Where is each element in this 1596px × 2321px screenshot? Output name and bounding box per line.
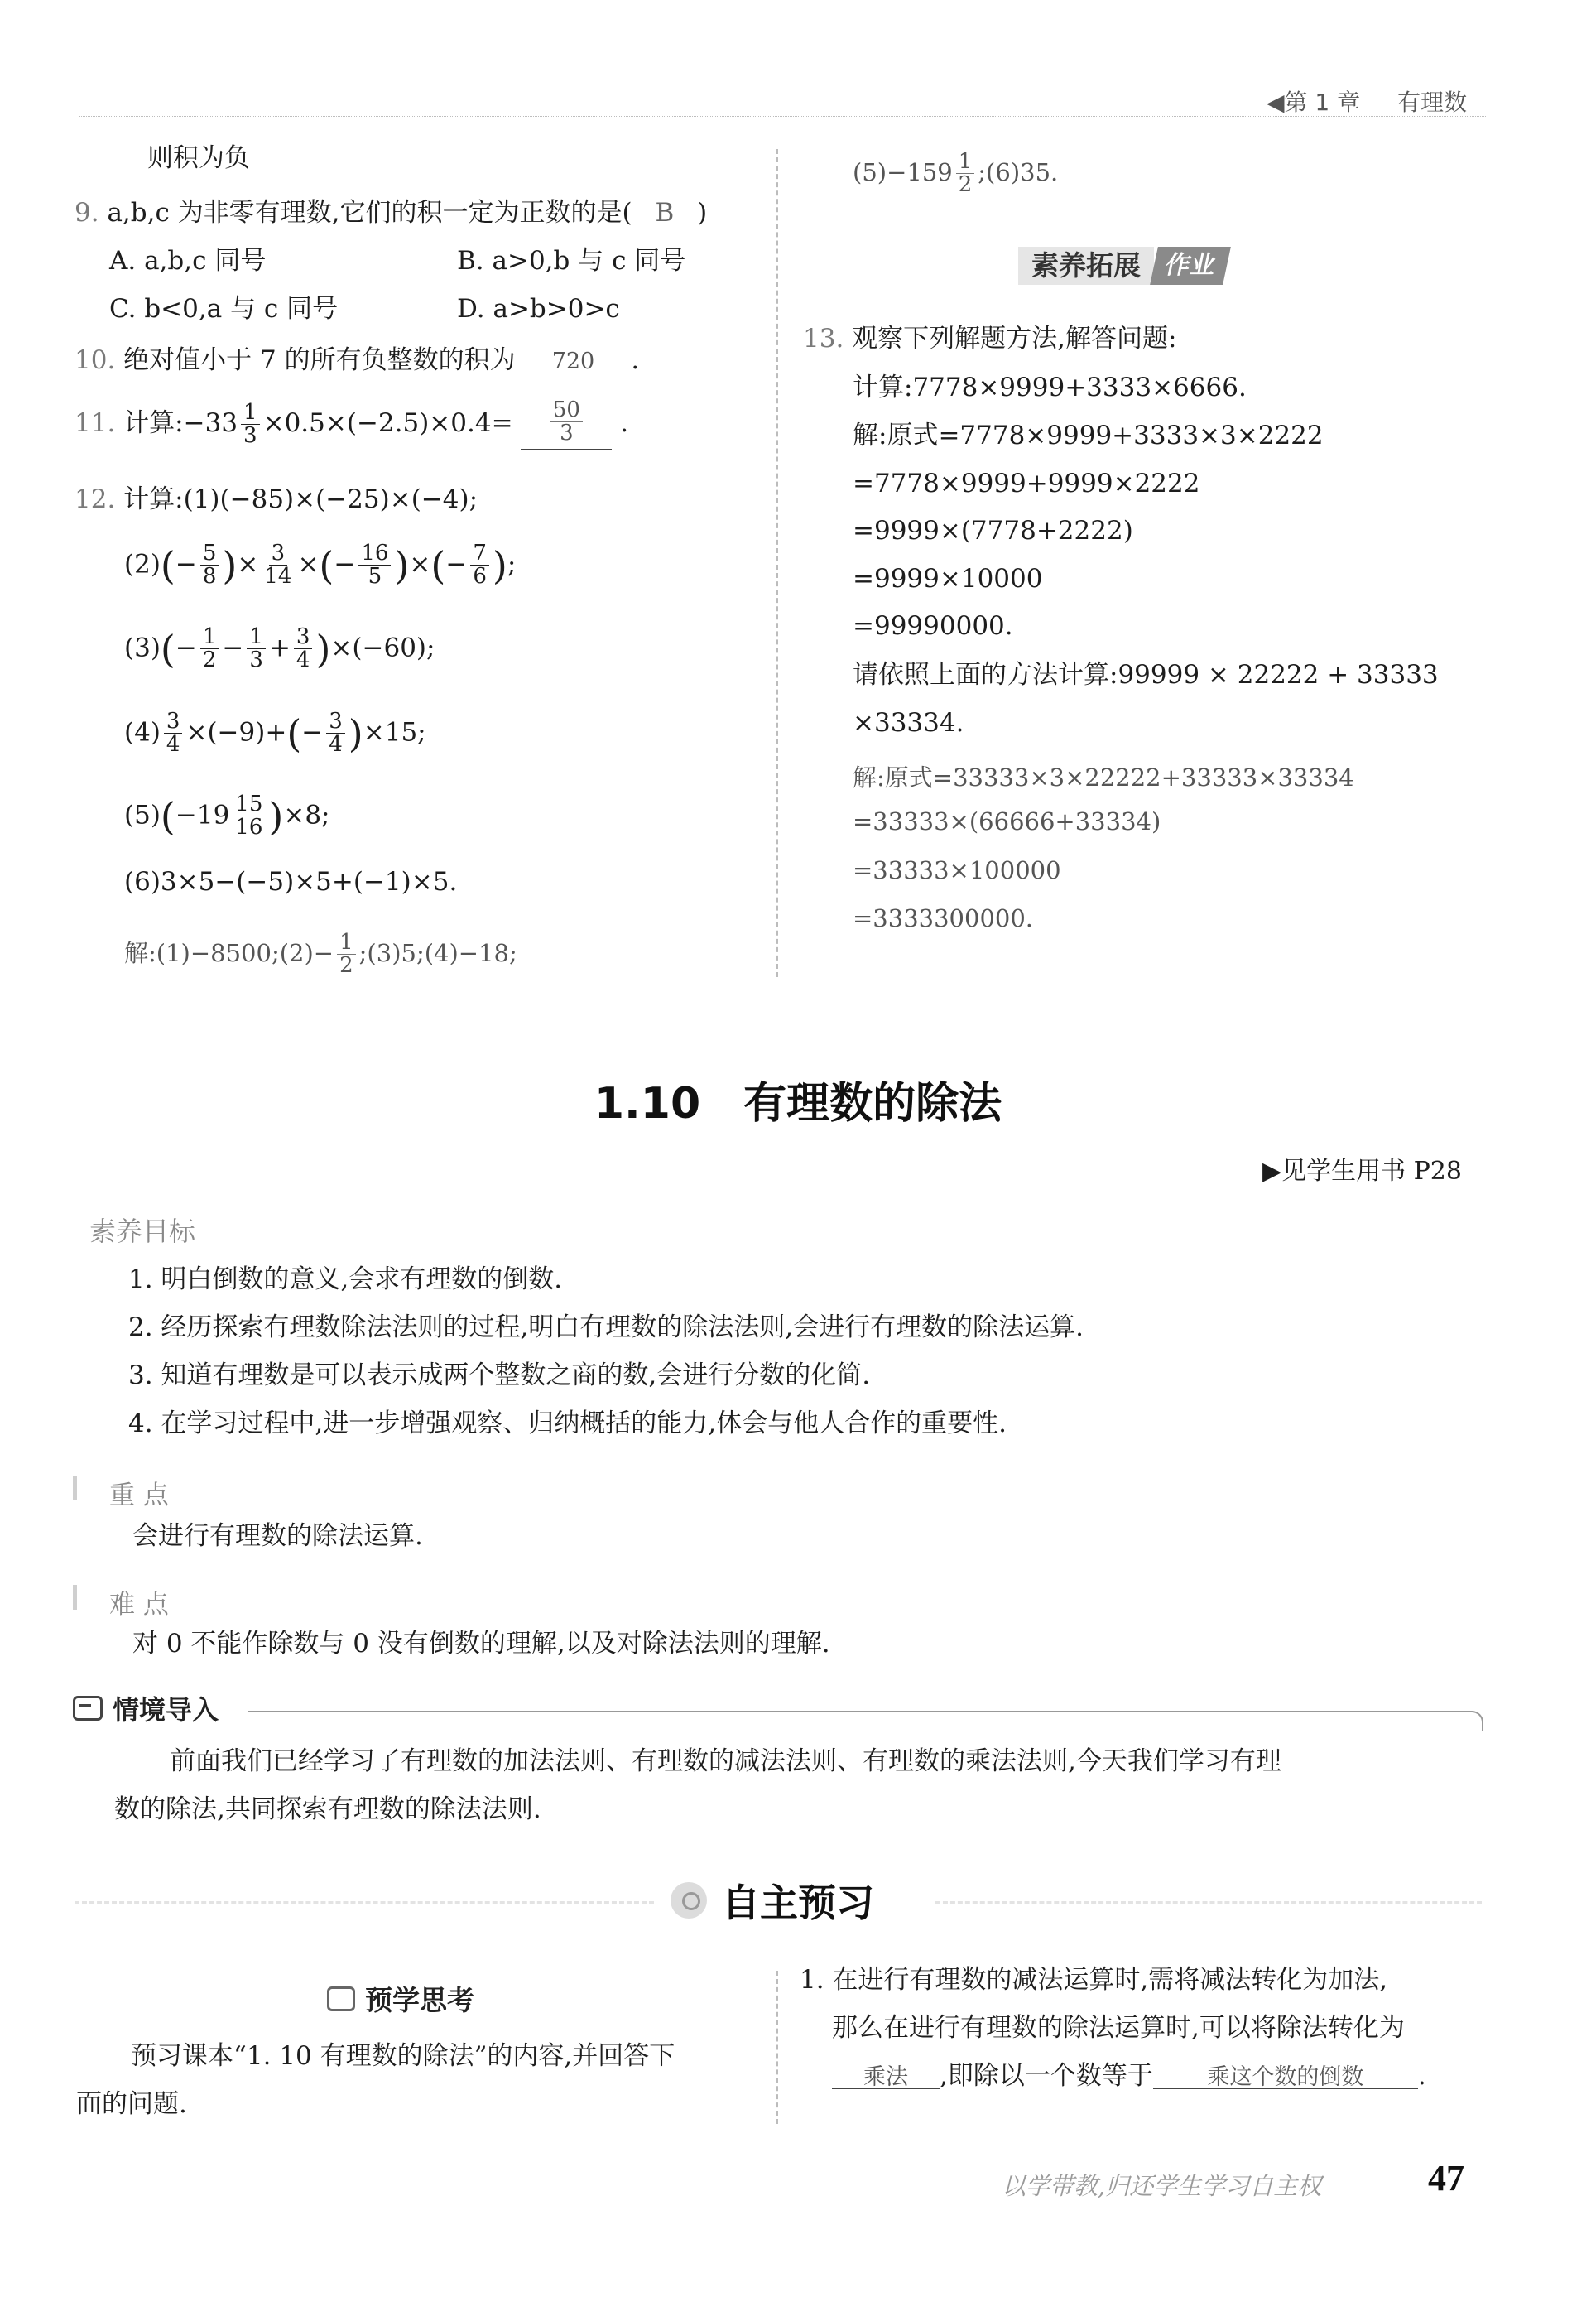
q13-line-8: ×33334.	[853, 708, 964, 738]
study-title: 自主预习	[722, 1880, 874, 1925]
goal-item: 3. 知道有理数是可以表示成两个整数之商的数,会进行分数的化简.	[128, 1360, 871, 1390]
key-point-marker	[73, 1476, 77, 1500]
badge-tag: 作业	[1150, 247, 1231, 285]
think-icon	[327, 1986, 355, 2011]
goal-item: 2. 经历探索有理数除法法则的过程,明白有理数的除法法则,会进行有理数的除法运算.	[128, 1312, 1084, 1342]
q13-solution-2: =33333×(66666+33334)	[853, 807, 1161, 835]
q13-line-2: 解:原式=7778×9999+3333×3×2222	[853, 421, 1324, 450]
q13-solution-4: =3333300000.	[853, 904, 1034, 932]
q9-option-a: A. a,b,c 同号	[109, 246, 267, 276]
study-banner-rule-right	[935, 1901, 1482, 1904]
difficulty-label: 难 点	[109, 1590, 169, 1620]
preview-q1-line-1: 1. 在进行有理数的减法运算时,需将减法转化为加法,	[800, 1965, 1388, 1995]
study-banner-rule-left	[75, 1901, 654, 1904]
q12-part-6: (6)3×5−(−5)×5+(−1)×5.	[124, 867, 458, 897]
goal-item: 4. 在学习过程中,进一步增强观察、归纳概括的能力,体会与他人合作的重要性.	[128, 1408, 1007, 1438]
q10-end: .	[631, 345, 640, 375]
question-9	[75, 200, 707, 226]
q11-fraction: $\frac{1}{3}$	[241, 402, 260, 448]
intro-header	[73, 1689, 219, 1727]
think-text-line-1: 预习课本“1. 10 有理数的除法”的内容,并回答下	[131, 2041, 675, 2071]
q13-line-6: =99990000.	[853, 611, 1013, 641]
q9-option-b: B. a>0,b 与 c 同号	[457, 246, 686, 276]
intro-icon	[73, 1696, 103, 1721]
q13-solution-1: 解:原式=33333×3×22222+33333×33334	[853, 763, 1354, 792]
footer-slogan: 以学带教,归还学生学习自主权	[1002, 2172, 1322, 2200]
extension-badge	[1018, 247, 1227, 285]
q13-line-7: 请依照上面的方法计算:99999 × 22222 + 33333	[853, 660, 1439, 690]
intro-text-line-2: 数的除法,共同探索有理数的除法法则.	[114, 1794, 541, 1824]
key-point-label: 重 点	[109, 1481, 169, 1510]
q9-answer: B	[655, 198, 675, 228]
intro-rule	[248, 1711, 1483, 1731]
q12-number: 12.	[75, 484, 116, 514]
question-10	[75, 345, 640, 375]
goals-label: 素养目标	[89, 1216, 196, 1247]
difficulty-text: 对 0 不能作除数与 0 没有倒数的理解,以及对除法法则的理解.	[132, 1629, 830, 1659]
q11-answer-blank: $\frac{50}{3}$	[521, 399, 612, 450]
q9-option-d: D. a>b>0>c	[457, 294, 620, 324]
preview-q1-line-3: 乘法 ,即除以一个数等于 乘这个数的倒数 .	[832, 2063, 1426, 2089]
preview-blank-1: 乘法	[832, 2066, 940, 2089]
q11-post: ×0.5×(−2.5)×0.4=	[262, 407, 513, 438]
q9-option-c: C. b<0,a 与 c 同号	[109, 294, 339, 324]
q12-part-4: (4) $\frac{3}{4}$ ×(−9)+(− $\frac{3}{4}$ )×15;	[124, 709, 426, 758]
preview-blank-2: 乘这个数的倒数	[1153, 2066, 1418, 2089]
q10-answer-blank: 720	[523, 350, 623, 373]
q12-part-3: (3)(− $\frac{1}{2}$ − $\frac{1}{3}$ + $\frac{3}{4}$ )×(−60);	[124, 624, 435, 673]
goal-item: 1. 明白倒数的意义,会求有理数的倒数.	[128, 1264, 563, 1294]
intro-label: 情境导入	[113, 1694, 219, 1726]
q9-number: 9.	[75, 198, 99, 228]
section-title: 1.10 有理数的除法	[594, 1079, 1002, 1129]
think-text-line-2: 面的问题.	[76, 2089, 187, 2119]
preview-q1-line-2: 那么在进行有理数的除法运算时,可以将除法转化为	[832, 2013, 1405, 2043]
q13-line-1: 计算:7778×9999+3333×6666.	[853, 373, 1247, 402]
think-header	[327, 1979, 474, 2018]
continued-text: 则积为负	[147, 143, 250, 173]
textbook-reference: ▶见学生用书 P28	[1262, 1157, 1462, 1186]
badge-main: 素养拓展	[1018, 247, 1154, 285]
question-11	[75, 399, 628, 450]
q9-close: )	[697, 198, 708, 228]
q12-solution-continued: (5)−159 $\frac{1}{2}$ ;(6)35.	[853, 149, 1059, 198]
q10-number: 10.	[75, 345, 116, 375]
q12-solution: 解:(1)−8500;(2)− $\frac{1}{2}$ ;(3)5;(4)−18;	[124, 930, 517, 979]
page-number: 47	[1428, 2158, 1464, 2198]
difficulty-marker	[73, 1585, 77, 1610]
subject-label: 有理数	[1397, 89, 1468, 116]
q9-text: a,b,c 为非零有理数,它们的积一定为正数的是(	[107, 198, 632, 228]
q10-text: 绝对值小于 7 的所有负整数的积为	[123, 345, 516, 375]
q11-end: .	[620, 407, 629, 438]
q12-part1: 计算:(1)(−85)×(−25)×(−4);	[123, 484, 478, 514]
question-12-part-1	[75, 484, 478, 514]
q13-line-3: =7778×9999+9999×2222	[853, 469, 1200, 498]
q12-part-5: (5)(−19 $\frac{15}{16}$ )×8;	[124, 792, 330, 840]
header-rule	[79, 116, 1486, 117]
q13-line-4: =9999×(7778+2222)	[853, 516, 1133, 546]
q13-text: 观察下列解题方法,解答问题:	[852, 324, 1177, 354]
chapter-label: ◀第 1 章	[1267, 89, 1361, 116]
question-13	[803, 326, 1176, 352]
q11-pre: 计算:−33	[123, 407, 238, 438]
key-point-text: 会进行有理数的除法运算.	[132, 1521, 423, 1551]
bottom-column-divider	[776, 1971, 778, 2124]
column-divider	[776, 149, 778, 977]
study-banner	[671, 1873, 874, 1928]
q13-solution-3: =33333×100000	[853, 856, 1061, 884]
intro-text-line-1: 前面我们已经学习了有理数的加法法则、有理数的减法法则、有理数的乘法法则,今天我们学习有理	[170, 1746, 1281, 1776]
q12-part-2: (2)(− $\frac{5}{8}$ )× $\frac{3}{14}$ ×(− $\frac{16}{5}$ )×(− $\frac{7}{6}$ );	[124, 541, 517, 590]
q11-number: 11.	[75, 407, 116, 438]
study-icon	[671, 1882, 707, 1919]
q13-number: 13.	[803, 324, 844, 354]
think-label: 预学思考	[365, 1984, 474, 2016]
q13-line-5: =9999×10000	[853, 564, 1043, 594]
